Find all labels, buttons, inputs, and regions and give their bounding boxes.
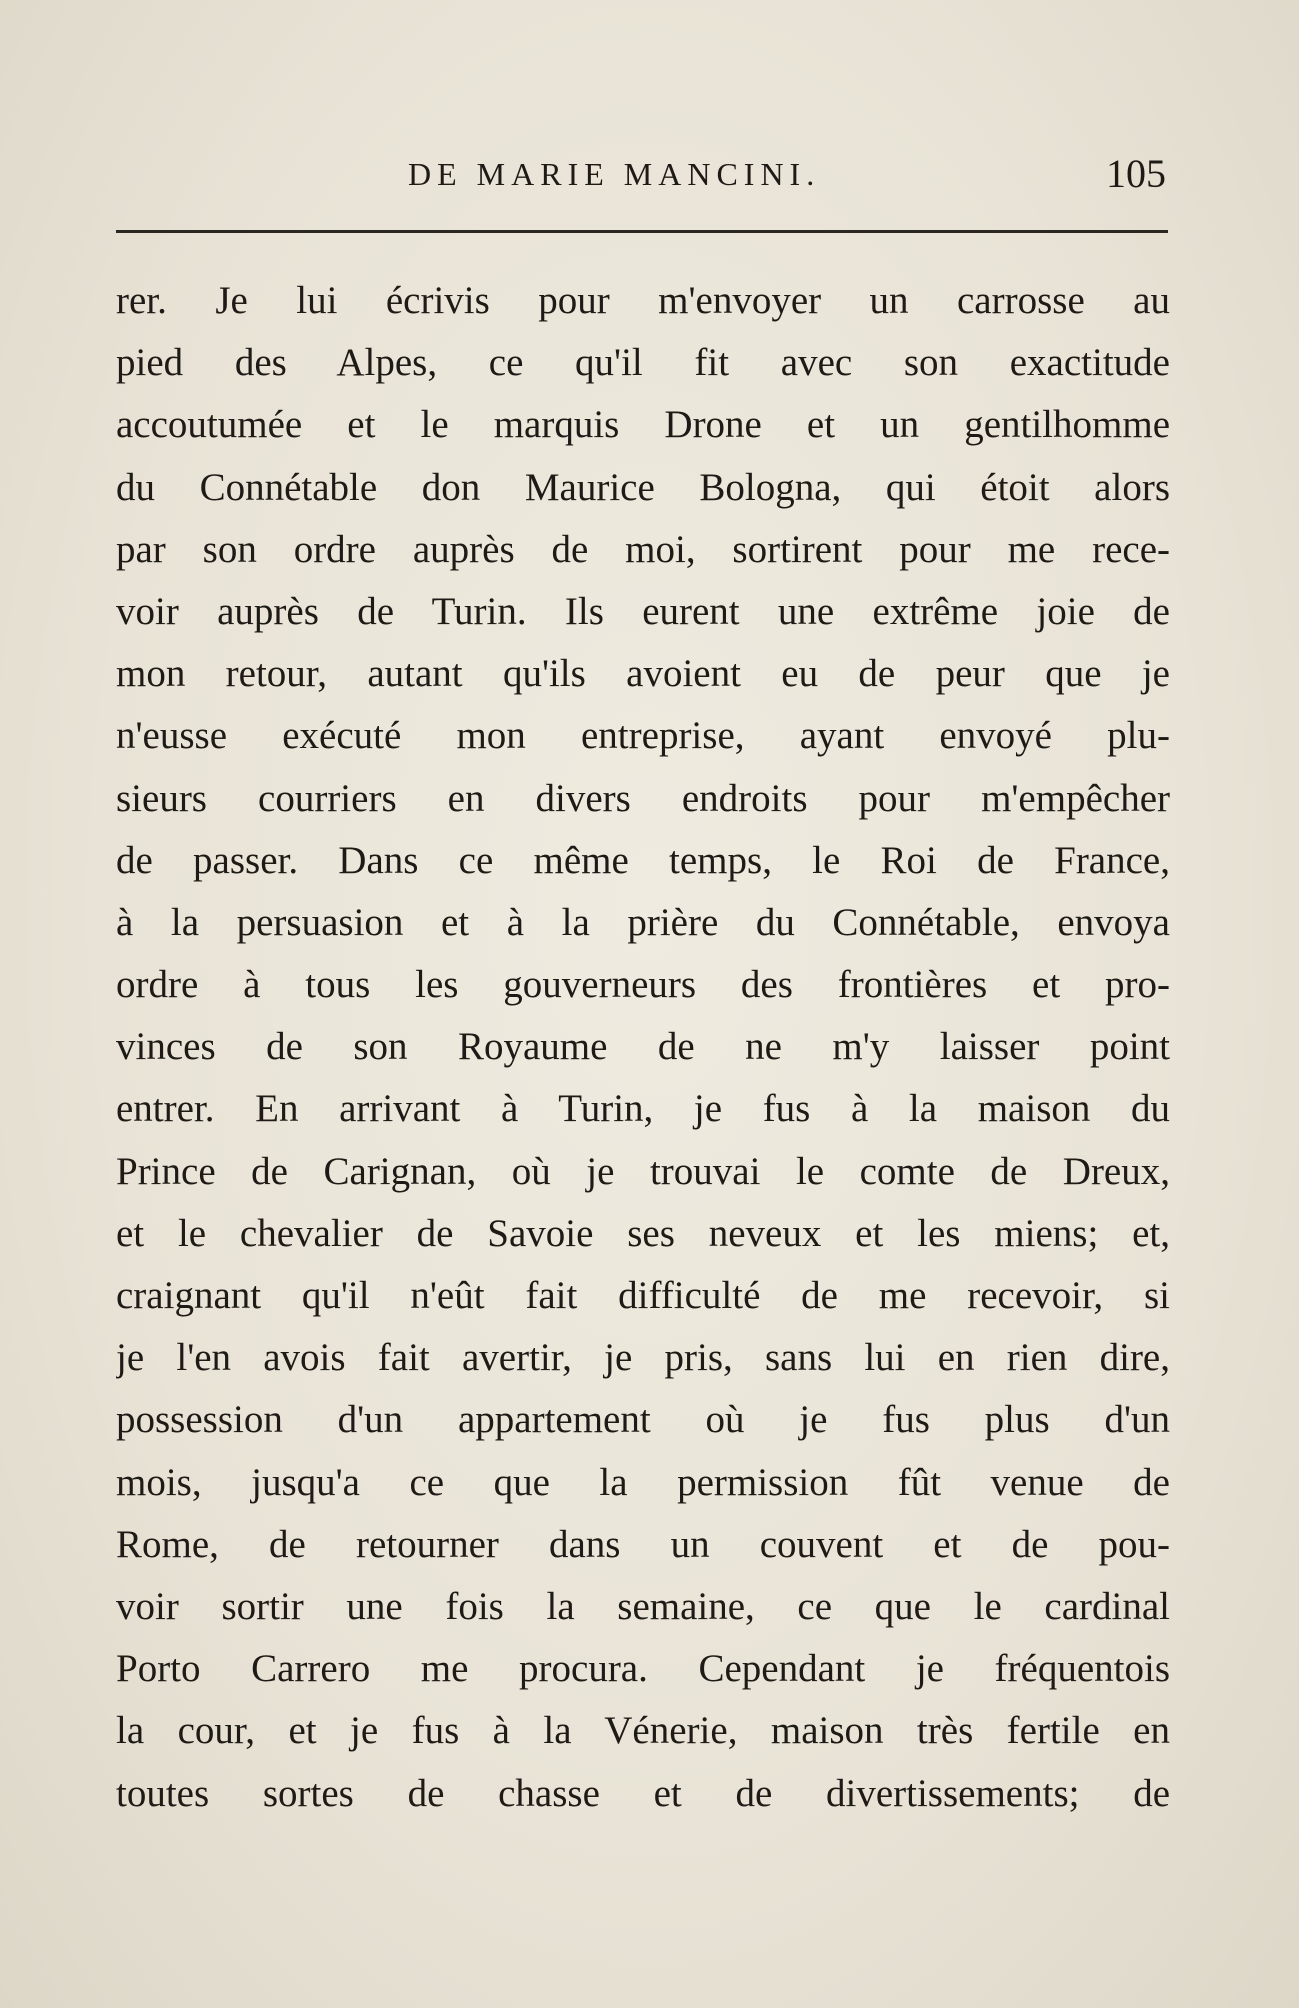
text-line: à la persuasion et à la prière du Connétable, envoya <box>116 900 1170 944</box>
text-line: Porto Carrero me procura. Cependant je fréquentois <box>116 1647 1170 1691</box>
text-line: du Connétable don Maurice Bologna, qui étoit alors <box>116 465 1170 509</box>
text-line: toutes sortes de chasse et de divertissements; de <box>116 1771 1170 1815</box>
text-line: la cour, et je fus à la Vénerie, maison très fertile en <box>116 1709 1170 1753</box>
text-line: mon retour, autant qu'ils avoient eu de peur que je <box>116 652 1170 696</box>
text-line: accoutumée et le marquis Drone et un gentilhomme <box>116 403 1170 447</box>
text-line: de passer. Dans ce même temps, le Roi de France, <box>116 838 1170 882</box>
text-line: voir auprès de Turin. Ils eurent une extrême joie de <box>116 589 1170 633</box>
text-line: voir sortir une fois la semaine, ce que le cardinal <box>116 1584 1170 1628</box>
text-line: je l'en avois fait avertir, je pris, sans lui en rien dire, <box>116 1336 1170 1380</box>
header-rule <box>116 230 1168 233</box>
text-line: vinces de son Royaume de ne m'y laisser point <box>116 1025 1170 1069</box>
text-line: mois, jusqu'a ce que la permission fût venue de <box>116 1460 1170 1504</box>
text-line: Prince de Carignan, où je trouvai le comte de Dreux, <box>116 1149 1170 1193</box>
text-line: par son ordre auprès de moi, sortirent pour me rece- <box>116 527 1170 571</box>
running-title: DE MARIE MANCINI. <box>408 156 821 192</box>
text-line: sieurs courriers en divers endroits pour m'empêcher <box>116 776 1170 820</box>
body-text <box>116 270 1170 1825</box>
text-line: Rome, de retourner dans un couvent et de pou- <box>116 1522 1170 1566</box>
page-number: 105 <box>1106 151 1166 196</box>
page-header <box>118 150 1168 210</box>
text-line: rer. Je lui écrivis pour m'envoyer un carrosse au <box>116 279 1170 322</box>
text-line: pied des Alpes, ce qu'il fit avec son exactitude <box>116 341 1170 385</box>
text-line: entrer. En arrivant à Turin, je fus à la maison du <box>116 1087 1170 1131</box>
text-line: craignant qu'il n'eût fait difficulté de me recevoir, si <box>116 1274 1170 1317</box>
text-line: et le chevalier de Savoie ses neveux et les miens; et, <box>116 1211 1170 1255</box>
text-line: n'eusse exécuté mon entreprise, ayant envoyé plu- <box>116 714 1170 758</box>
text-line: possession d'un appartement où je fus plus d'un <box>116 1398 1170 1442</box>
text-line: ordre à tous les gouverneurs des frontières et pro- <box>116 963 1170 1007</box>
